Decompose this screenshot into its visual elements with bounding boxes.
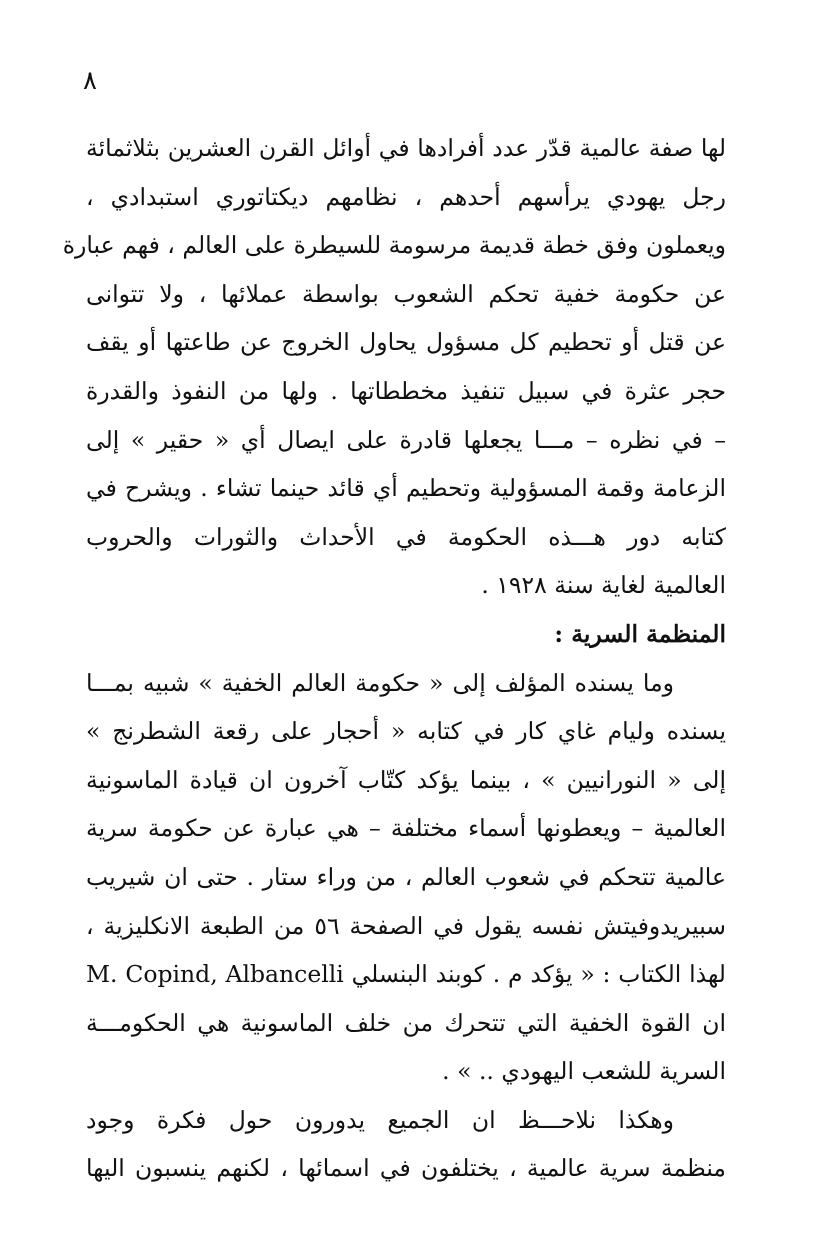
text-line: سبيريدوفيتش نفسه يقول في الصفحة ٥٦ من الطبعة الانكليزية ، <box>86 911 726 940</box>
text-line: الزعامة وقمة المسؤولية وتحطيم أي قائد حينما تشاء . ويشرح في <box>86 474 726 503</box>
paragraph-last-line: العالمية لغاية سنة ١٩٢٨ . <box>481 571 726 600</box>
text-line: العالمية – ويعطونها أسماء مختلفة – هي عبارة عن حكومة سرية <box>86 814 726 843</box>
text-line: ان القوة الخفية التي تتحرك من خلف الماسونية هي الحكومـــة <box>86 1008 727 1037</box>
text-line: منظمة سرية عالمية ، يختلفون في اسمائها ، لكنهم ينسبون اليها <box>86 1154 726 1183</box>
page-number: ٨ <box>83 66 97 96</box>
text-line: ويعملون وفق خطة قديمة مرسومة للسيطرة على العالم ، فهم عبارة <box>62 231 726 260</box>
text-line-arabic-part: لهذا الكتاب : « يؤكد م . كوبند البنسلي <box>351 960 726 989</box>
text-line: رجل يهودي يرأسهم أحدهم ، نظامهم ديكتاتوري استبدادي ، <box>86 182 726 211</box>
section-heading: المنظمة السرية : <box>554 619 726 648</box>
text-line: كتابه دور هـــذه الحكومة في الأحداث والثورات والحروب <box>86 522 726 551</box>
text-line: لها صفة عالمية قدّر عدد أفرادها في أوائل القرن العشرين بثلاثمائة <box>86 134 726 162</box>
text-line: إلى « النورانيين » ، بينما يؤكد كتّاب آخرون ان قيادة الماسونية <box>86 765 726 794</box>
body-text <box>62 124 727 1193</box>
paragraph-first-line: وما يسنده المؤلف إلى « حكومة العالم الخفية » شبيه بمـــا <box>86 668 674 697</box>
text-line: يسنده وليام غاي كار في كتابه « أحجار على رقعة الشطرنج » <box>86 717 726 746</box>
paragraph-first-line: وهكذا نلاحـــظ ان الجميع يدورون حول فكرة وجود <box>86 1105 674 1134</box>
paragraph-last-line: السرية للشعب اليهودي .. » . <box>442 1057 726 1086</box>
latin-author-name: M. Copind, Albancelli <box>86 960 344 989</box>
text-line: عن قتل أو تحطيم كل مسؤول يحاول الخروج عن طاعتها أو يقف <box>86 328 726 357</box>
text-line: عن حكومة خفية تحكم الشعوب بواسطة عملائها ، ولا تتوانى <box>86 279 726 308</box>
text-line: – في نظره – مـــا يجعلها قادرة على ايصال أي « حقير » إلى <box>86 425 726 454</box>
text-line-with-latin <box>86 950 726 999</box>
text-line: حجر عثرة في سبيل تنفيذ مخططاتها . ولها من النفوذ والقدرة <box>86 376 726 405</box>
text-line: عالمية تتحكم في شعوب العالم ، من وراء ستار . حتى ان شيريب <box>86 862 726 891</box>
